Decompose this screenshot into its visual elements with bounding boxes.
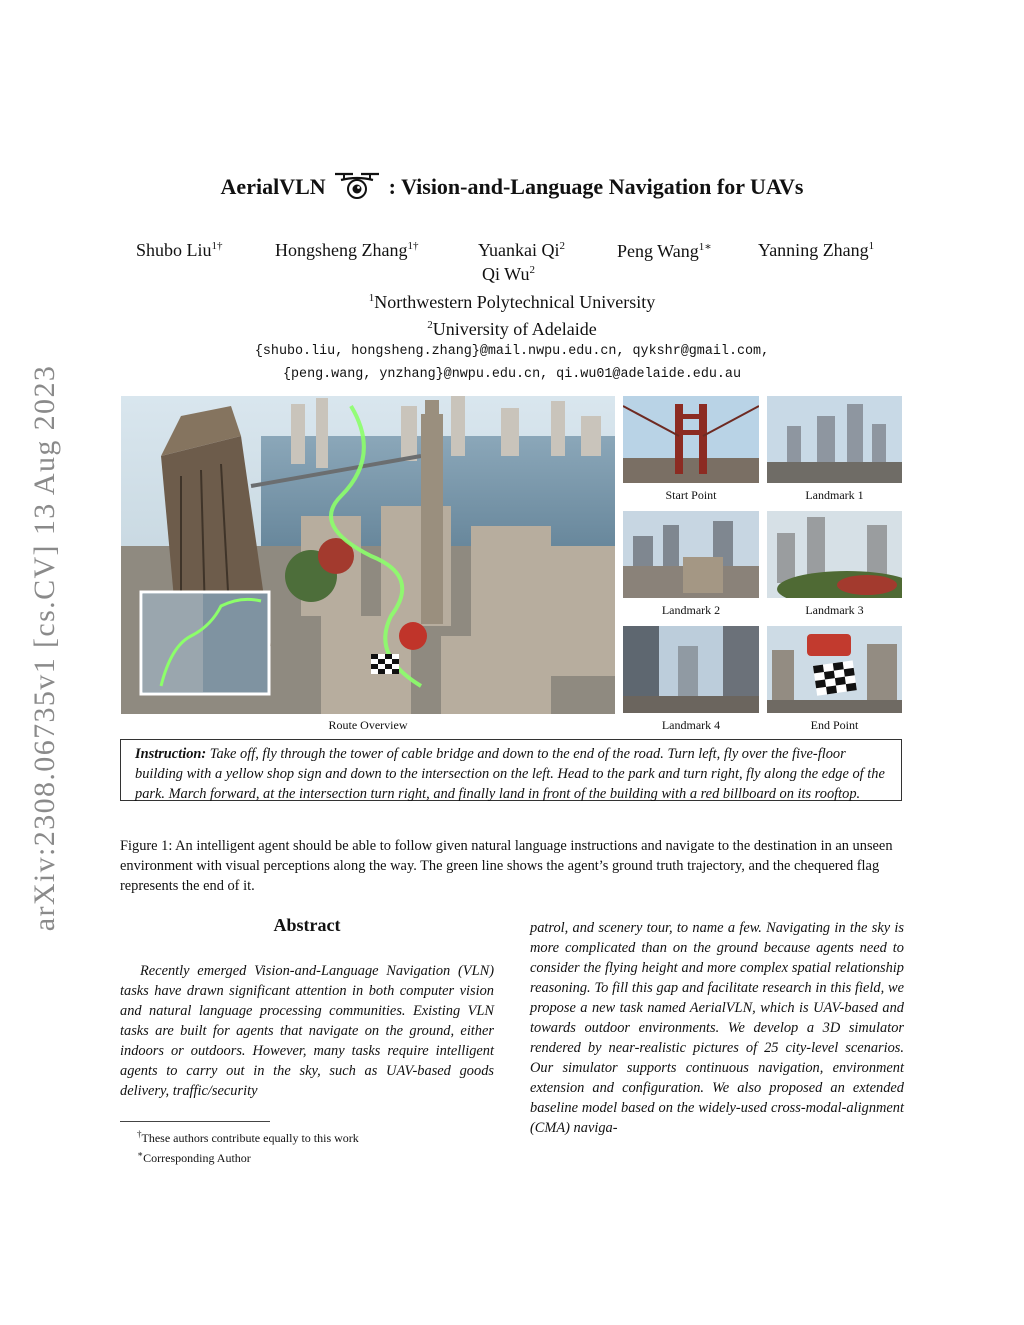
footnote-2: ∗Corresponding Author [137, 1149, 251, 1165]
paper-title [120, 168, 904, 200]
landmark-3-caption: Landmark 3 [805, 603, 864, 617]
affiliation-1: $^1$Northwestern Polytechnical University [368, 292, 656, 312]
landmark-3-image [767, 511, 902, 598]
affiliation-2: $^2$University of Adelaide [427, 319, 597, 339]
drone-icon [331, 168, 383, 200]
landmark-1-image [767, 396, 902, 483]
landmark-4-caption: Landmark 4 [661, 718, 721, 732]
landmark-2-caption: Landmark 2 [661, 603, 721, 617]
footnote-divider [120, 1121, 270, 1122]
route-overview-image [121, 396, 615, 714]
author-6: Qi Wu$^2$ [482, 264, 535, 284]
footnotes [137, 1126, 497, 1166]
author-2: Hongsheng Zhang$^{1\dagger}$ [275, 240, 419, 260]
arxiv-identifier: arXiv:2308.06735v1 [cs.CV] 13 Aug 2023 [28, 364, 61, 932]
route-overview-caption: Route Overview [328, 718, 408, 732]
end-point-image [767, 626, 902, 713]
affiliations [120, 287, 904, 341]
instruction-text: Take off, fly through the tower of cable bridge and down to the end of the road. Turn left, fly over the five-floor building with a yellow shop sign and down to the intersection on the left. Head to the park and turn right, fly along the edge of the park. March forward, at the intersection turn right, and finally land in front of the building with a red billboard on its rooftop. [135, 746, 885, 802]
landmark-4-image [623, 626, 759, 713]
footnote-1: †These authors contribute equally to this work [137, 1129, 359, 1145]
figure-caption: Figure 1: An intelligent agent should be able to follow given natural language instructions and navigate to the destination in an unseen environment with visual perceptions along the way. The green line shows the agent’s ground truth trajectory, and the chequered flag represents the end of it. [120, 838, 893, 894]
instruction-label: Instruction: [135, 746, 207, 762]
start-point-image [623, 396, 759, 483]
end-point-caption: End Point [810, 718, 859, 732]
title-name: AerialVLN [220, 174, 326, 199]
author-3: Yuankai Qi$^2$ [478, 240, 565, 260]
minimap-inset [141, 592, 269, 694]
landmark-1-caption: Landmark 1 [805, 488, 864, 502]
abstract-heading: Abstract [273, 915, 341, 935]
author-emails [120, 340, 904, 386]
author-5: Yanning Zhang$^1$ [758, 240, 875, 260]
instruction-box [120, 739, 902, 801]
email-line-2: {peng.wang, ynzhang}@nwpu.edu.cn, qi.wu01@adelaide.edu.au [282, 367, 742, 382]
start-point-caption: Start Point [665, 488, 717, 502]
abstract-text-left: Recently emerged Vision-and-Language Navigation (VLN) tasks have drawn significant attention in both computer vision and natural language processing communities. Existing VLN tasks are built for agents that navigate on the ground, either indoors or outdoors. However, many tasks require intelligent agents to carry out in the sky, such as UAV-based goods delivery, traffic/security [120, 963, 494, 1099]
email-line-1: {shubo.liu, hongsheng.zhang}@mail.nwpu.edu.cn, qykshr@gmail.com, [254, 344, 770, 359]
landmark-2-image [623, 511, 759, 598]
author-4: Peng Wang$^{1∗}$ [617, 241, 712, 261]
abstract-text-right: patrol, and scenery tour, to name a few. Navigating in the sky is more complicated than on the ground because agents need to consider the flying height and more complex spatial relationship reasoning. To fill this gap and facilitate research in this field, we propose a new task named AerialVLN, which is UAV-based and towards outdoor environments. We develop a 3D simulator rendered by near-realistic pictures of 25 city-level scenarios. Our simulator supports continuous navigation, environment extension and configuration. We also proposed an extended baseline model based on the widely-used cross-modal-alignment (CMA) naviga- [530, 920, 904, 1136]
author-1: Shubo Liu$^{1\dagger}$ [136, 240, 223, 260]
title-subtitle: : Vision-and-Language Navigation for UAVs [388, 174, 804, 199]
